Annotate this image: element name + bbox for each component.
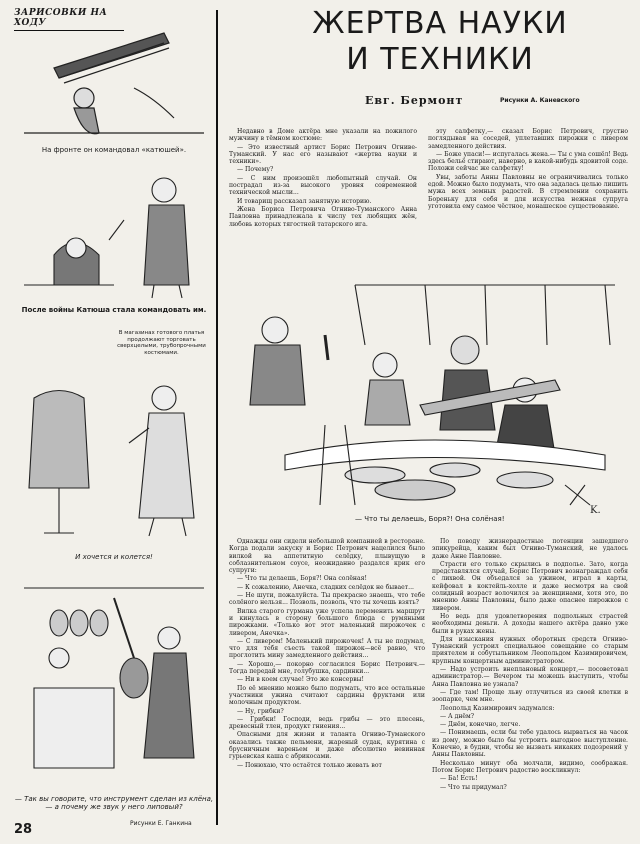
- paragraph: — А днём?: [440, 712, 475, 720]
- paragraph: Опасными для жизни и таланта Огниво-Туманского оказались также пельмени, жареный судак, курятина с брусничным вареньем и даже абсолютно невинная гурьевская каша с абрикосами.: [229, 731, 425, 761]
- sketches-credit: Рисунки Е. Ганкина: [130, 820, 192, 827]
- page-number: 28: [14, 822, 33, 837]
- paragraph: Для изыскания нужных оборотных средств Огниво-Туманский устроил специальное совещание со старым приятелем и собутыльником Леопольдом Казимировичем, крупным концертным администратором.: [432, 635, 628, 665]
- paragraph: По поводу жизнерадостные потенции зашедшего эпикурейца, каким был Огниво-Туманский, не удалось даже Анне Павловне.: [432, 538, 628, 560]
- paragraph: — Ба! Есть!: [440, 775, 478, 783]
- sketches-column: [14, 8, 214, 833]
- column-header: ЗАРИСОВКИ НА ХОДУ: [14, 8, 124, 31]
- paragraph: Леопольд Казимирович задумался:: [440, 704, 555, 712]
- paragraph: Жена Бориса Петровича Огниво-Туманского Анна Павловна принадлежала к числу тех любящих жён, любовь которых тягостней татарского ига.: [229, 205, 417, 228]
- paragraph: — Это известный артист Борис Петрович Огниве-Туманский. У нас его называют «жертва науки и техники».: [229, 143, 417, 166]
- cartoon-fur-coat: [14, 368, 214, 538]
- text-col-2-top: [428, 128, 628, 211]
- caption-3: И хочется и колется!: [75, 553, 153, 561]
- paragraph: — К сожалению, Анечка, сладких селёдок не бывает...: [237, 583, 414, 591]
- paragraph: — Понимаешь, если бы тебе удалось вырваться на часок из дому, можно было бы устроить выгодное выступление. Конечно, в будни, чтобы не вызвать никаких подозрений у Анны Павловны.: [432, 729, 628, 759]
- illustration-caption: — Что ты делаешь, Боря?! Она солёная!: [355, 515, 505, 523]
- paragraph: — Что ты придумал?: [440, 783, 507, 791]
- cartoon-front-soldier: [14, 28, 214, 138]
- article-title: [280, 6, 600, 78]
- paragraph: — Боже упаси!— испугалась жена.— Ты с ума сошёл! Ведь здесь бельё стирают, наверно, в какой-нибудь ядовитой соде. Положи сейчас же салфетку!: [428, 150, 628, 173]
- cartoon-katyusha: [14, 160, 214, 300]
- paragraph: Несколько минут оба молчали, видимо, соображая. Потом Борис Петрович радостно воскликнул:: [432, 759, 628, 774]
- caption-2: После войны Катюша стала командовать им.: [21, 306, 207, 314]
- paragraph: Но ведь для удовлетворения подпольных страстей необходимы деньги. А доходы нашего актёра давно уже были в руках жены.: [432, 612, 628, 635]
- paragraph: — Почему?: [237, 166, 274, 174]
- paragraph: эту салфетку,— сказал Борис Петрович, грустно поглядывая на соседей, уплетавших пирожки с ливером замедленного действия.: [428, 128, 628, 150]
- paragraph: — Хорошо,— покорно согласился Борис Петрович.— Тогда передай мне, голубушка, сардинки...: [229, 660, 425, 676]
- caption-4: — Так вы говорите, что инструмент сделан из клёна,— а почему же звук у него липовый?: [14, 795, 214, 811]
- title-line-1: ЖЕРТВА НАУКИ: [312, 6, 568, 41]
- paragraph: — С ливером! Маленький пирожочек! А ты не подумал, что для тебя съесть такой пирожок—всё равно, что проглотить мину замедленного действия...: [229, 637, 425, 660]
- paragraph: — Надо устроить внеплановый концерт,— посоветовал администратор.— Вечером ты можешь выступить, чтобы Анна Павловна не узнала?: [432, 666, 628, 688]
- paragraph: — Днём, конечно, легче.: [440, 721, 521, 729]
- paragraph: — Что ты делаешь, Боря?! Она солёная!: [237, 575, 367, 583]
- shop-note: В магазинах готового платья продолжают торговать сверхцелыми, трубопрочными костюмами.: [117, 330, 206, 356]
- paragraph: — Грибки! Господи, ведь грибы — это плесень, древесный тлен, продукт гниения...: [229, 715, 425, 731]
- column-divider: [216, 10, 218, 825]
- caption-1: На фронте он командовал «катюшей».: [41, 146, 187, 154]
- restaurant-illustration: [225, 255, 625, 515]
- author-name: Евг. Бермонт: [365, 94, 464, 107]
- illustration-credit: Рисунки А. Каневского: [500, 97, 580, 104]
- paragraph: — Ни в коем случае! Это же консервы!: [237, 676, 364, 684]
- paragraph: — С ним произошёл любопытный случай. Он пострадал из-за высокого уровня современной технической мысли...: [229, 174, 417, 197]
- paragraph: И товарищ рассказал занятную историю.: [237, 197, 372, 205]
- text-col-1-top: [229, 128, 417, 229]
- paragraph: Вилка старого гурмана уже успела переменить маршрут и кинулась в сторону большого блюда с румяными пирожками. «Только вот этот маленький пирожочек с ливером, Анечка».: [229, 607, 425, 637]
- paragraph: — Не шути, пожалуйста. Ты прекрасно знаешь, что тебе солёного нельзя... Позволь, позволь, что ты хочешь взять?: [229, 592, 425, 607]
- title-line-2: И ТЕХНИКИ: [346, 42, 534, 77]
- cartoon-guitar-shop: [14, 578, 214, 778]
- text-col-1-bottom: [229, 538, 425, 770]
- paragraph: — Понюхаю, что остаётся только жевать вот: [237, 761, 382, 769]
- text-col-2-bottom: [432, 538, 628, 792]
- paragraph: Страсти его только скрылись в подполье. Зато, когда представлялся случай, Борис Петрович вознаграждал себя с лихвой. Он объедался за ужином, играл в карты, кейфовал в коктейль-холле и даже несмотря на свой солидный возраст волочился за женщинами, хотя это, по мнению Анны Павловны, было даже опаснее пирожков с ливером.: [432, 560, 628, 612]
- paragraph: По её мнению можно было подумать, что все остальные участники ужина считают сардины фруктами или молочным продуктом.: [229, 684, 425, 707]
- paragraph: Недавно в Доме актёра мне указали на пожилого мужчину в тёмном костюме:: [229, 128, 417, 143]
- paragraph: — Где там! Проще льву отлучиться из своей клетки в зоопарке, чем мне.: [432, 688, 628, 704]
- paragraph: — Ну, грибки?: [237, 707, 284, 715]
- paragraph: Однажды они сидели небольшой компанией в ресторане. Когда подали закуску и Борис Петрович нацелился было вилкой на аппетитную селёдку, плывущую в соблазнительном соусе, неожиданно раздался крик его супруги:: [229, 538, 425, 575]
- svg-text:K.: K.: [590, 505, 601, 515]
- paragraph: Увы, заботы Анны Павловны не ограничивались только едой. Можно было подумать, что она задалась целью лишить мужа всех земных радостей. В стремлении сохранить Бореньку для себя и для искусства нежная супруга уготовила ему самое чёстное, монашеское существование.: [428, 173, 628, 210]
